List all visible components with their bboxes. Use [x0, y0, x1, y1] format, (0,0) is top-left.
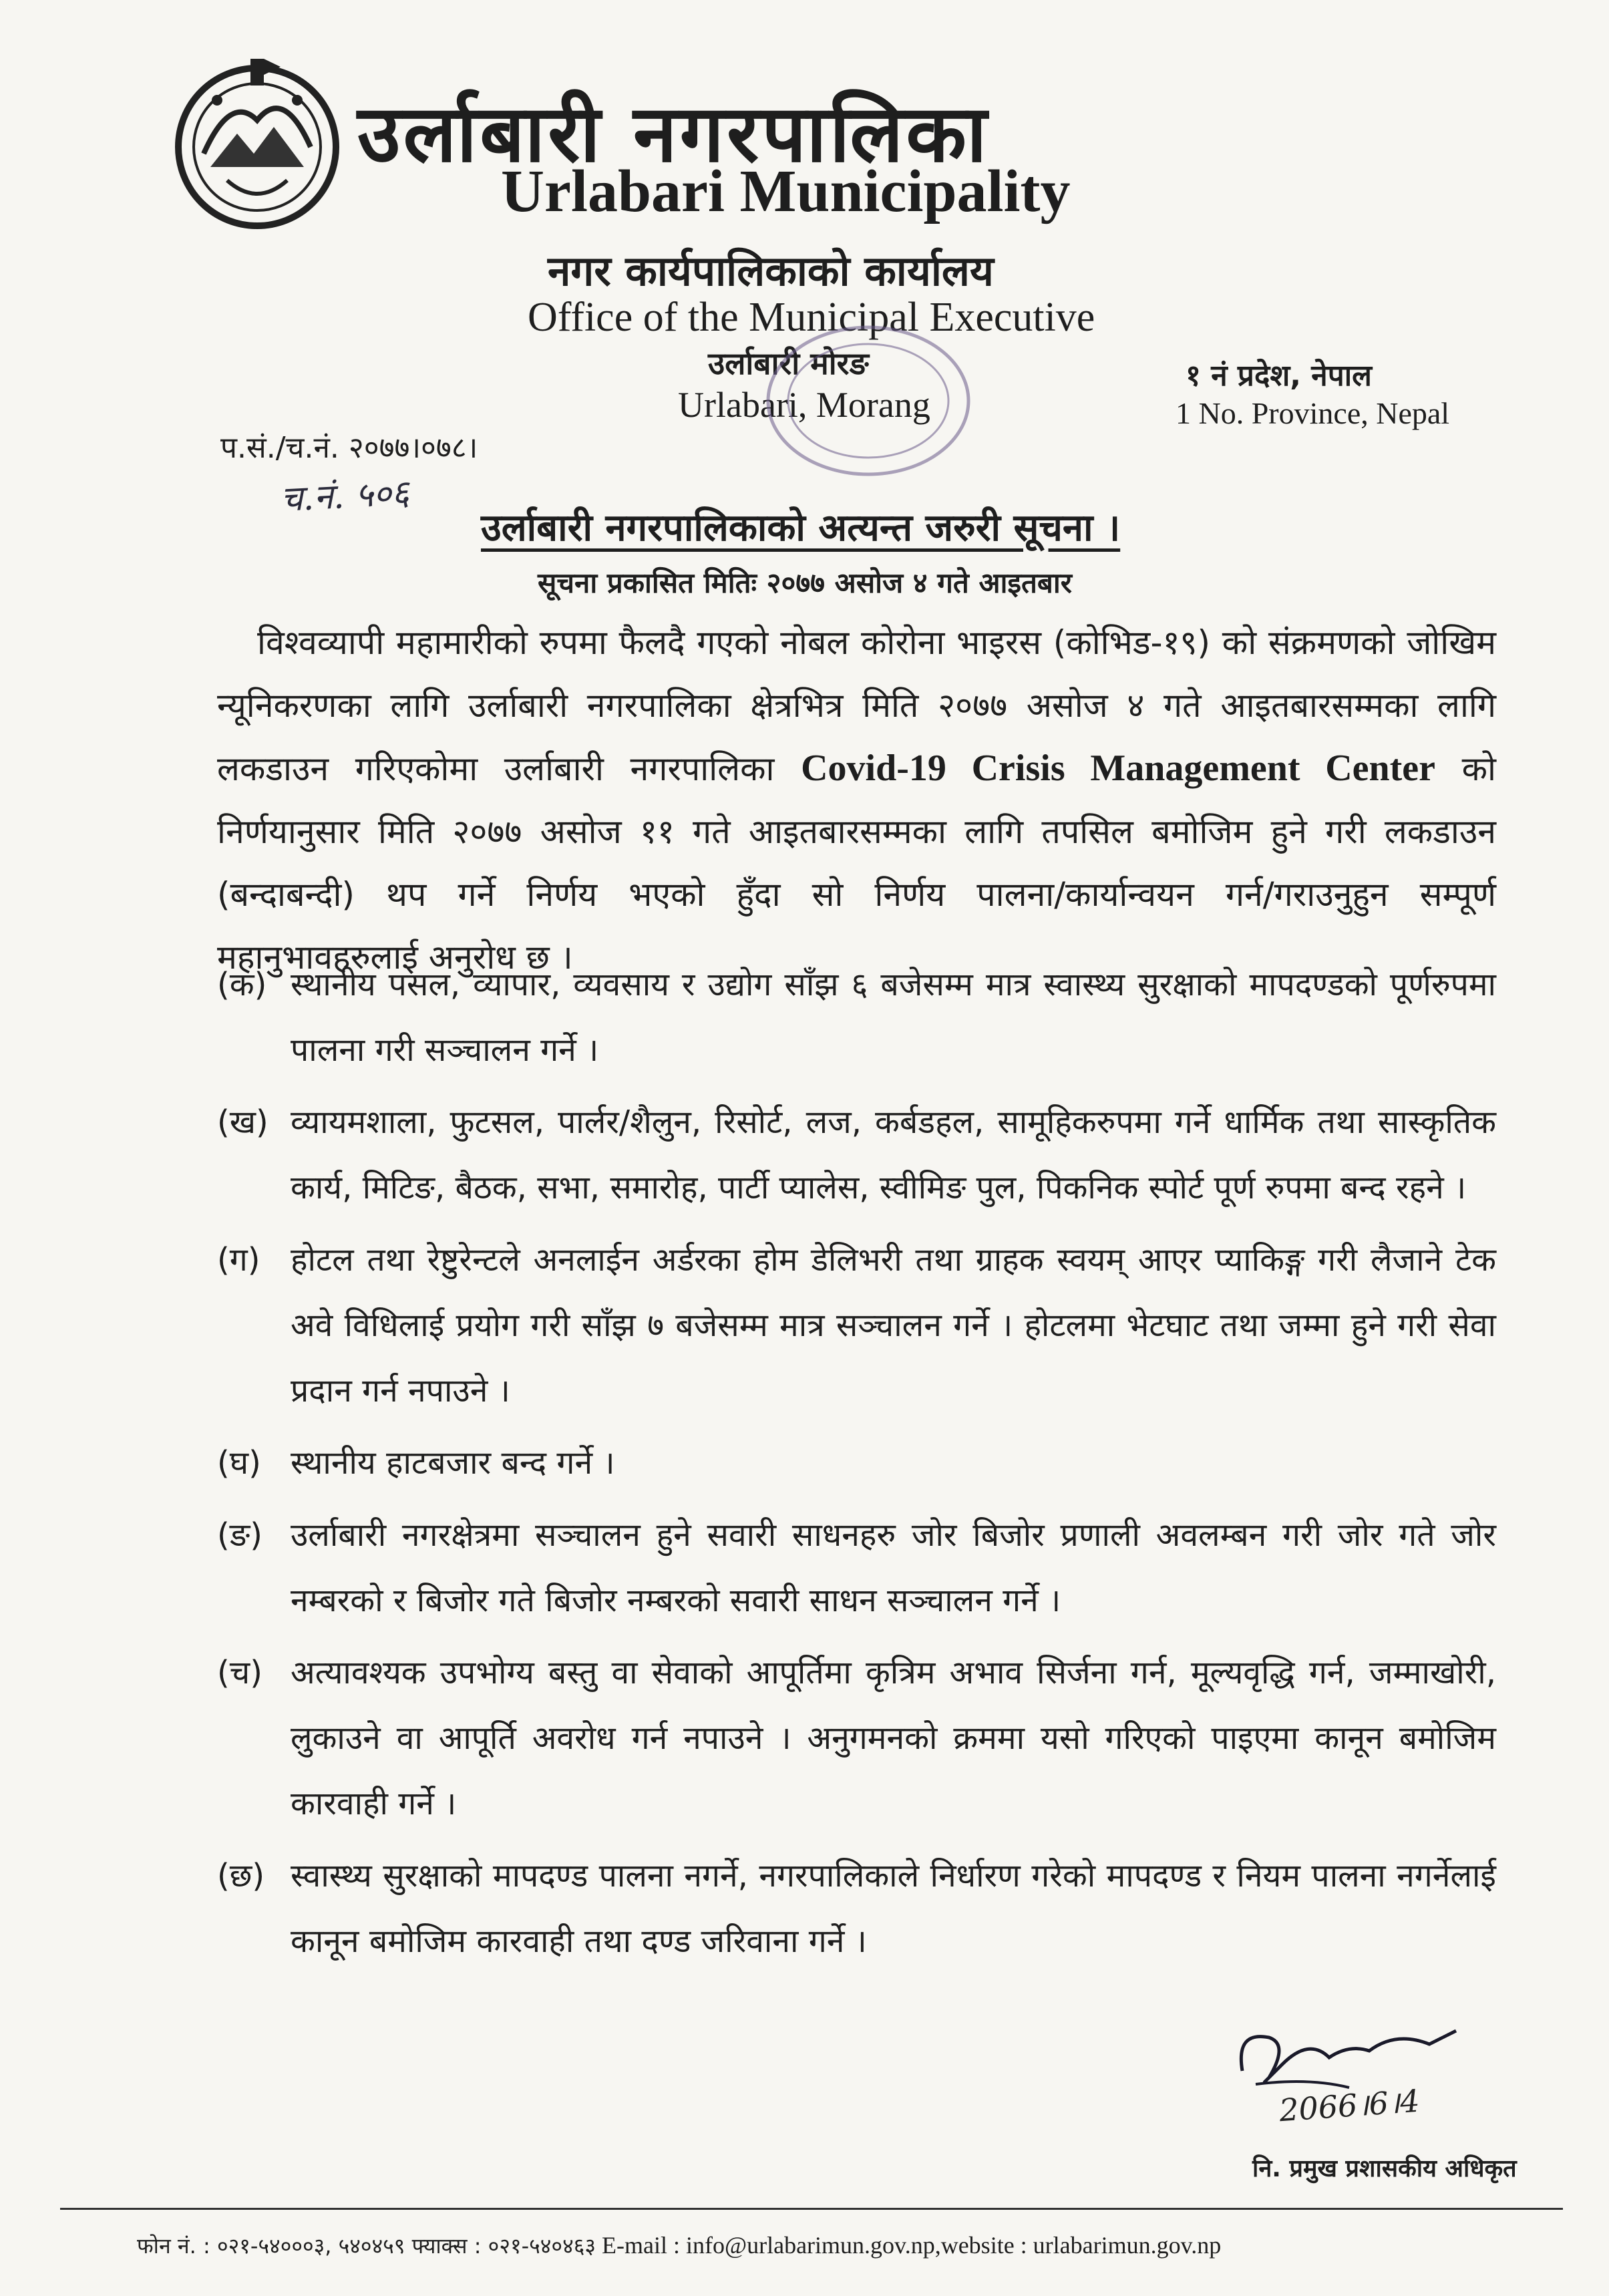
item-mark: (ग) [217, 1241, 260, 1279]
list-item [217, 952, 1496, 1083]
office-english: Office of the Municipal Executive [528, 295, 1095, 340]
item-mark: (घ) [217, 1444, 261, 1482]
place-english: Urlabari, Morang [678, 385, 930, 425]
item-text: होटल तथा रेष्टुरेन्टले अनलाईन अर्डरका होम डेलिभरी तथा ग्राहक स्वयम् आएर प्याकिङ्ग गरी लैजाने टेक अवे विधिलाई प्रयोग गरी साँझ ७ बजेसम्म मात्र सञ्चालन गर्ने । होटलमा भेटघाट तथा जम्मा हुने गरी सेवा प्रदान गर्न नपाउने । [291, 1241, 1496, 1410]
item-mark: (छ) [217, 1857, 265, 1895]
signatory-title: नि. प्रमुख प्रशासकीय अधिकृत [1252, 2155, 1517, 2182]
item-text: स्वास्थ्य सुरक्षाको मापदण्ड पालना नगर्ने, नगरपालिकाले निर्धारण गरेको मापदण्ड र नियम पालना नगर्नेलाई कानून बमोजिम कारवाही तथा दण्ड जरिवाना गर्ने । [291, 1857, 1496, 1960]
province-nepali: १ नं प्रदेश, नेपाल [1186, 359, 1372, 393]
title-english: Urlabari Municipality [501, 158, 1071, 224]
footer-phone: फोन नं. : ०२१-५४०००३, ५४०४५९ फ्याक्स : ०२१-५४०४६३ [137, 2233, 596, 2259]
footer-contact [137, 2231, 1221, 2260]
footer-divider [60, 2208, 1563, 2210]
publish-date: सूचना प्रकासित मितिः २०७७ असोज ४ गते आइतबार [538, 566, 1072, 599]
office-stamp [755, 314, 982, 488]
body-part-2: को निर्णयानुसार मिति २०७७ असोज ११ गते आइतबारसम्मका लागि तपसिल बमोजिम हुने गरी लकडाउन (बन्दाबन्दी) थप गर्ने निर्णय भएको हुँदा सो निर्णय पालना/कार्यान्वयन गर्न/गराउनुहुन सम्पूर्ण महानुभावहरुलाई अनुरोध छ । [217, 750, 1496, 977]
reference-number: प.सं./च.नं. २०७७।०७८। [220, 431, 478, 465]
office-nepali: नगर कार्यपालिकाको कार्यालय [548, 247, 994, 295]
crisis-center-name: Covid-19 Crisis Management Center [801, 748, 1436, 789]
item-mark: (ख) [217, 1104, 269, 1141]
place-nepali: उर्लाबारी मोरङ [708, 345, 869, 381]
item-text: स्थानीय पसल, व्यापार, व्यवसाय र उद्योग साँझ ६ बजेसम्म मात्र स्वास्थ्य सुरक्षाको मापदण्डको पूर्णरुपमा पालना गरी सञ्चालन गर्ने । [291, 966, 1496, 1069]
list-item [217, 1430, 1496, 1496]
body-part-1: विश्वव्यापी महामारीको रुपमा फैलदै गएको नोबल कोरोना भाइरस (कोभिड-१९) को संक्रमणको जोखिम न्यूनिकरणका लागि उर्लाबारी नगरपालिका क्षेत्रभित्र मिति २०७७ असोज ४ गते आइतबारसम्मका लागि लकडाउन गरिएकोमा उर्लाबारी नगरपालिका [217, 623, 1496, 788]
province-english: 1 No. Province, Nepal [1176, 396, 1450, 430]
list-item [217, 1843, 1496, 1974]
title-nepali: उर्लाबारी नगरपालिका [357, 88, 990, 180]
item-text: अत्यावश्यक उपभोग्य बस्तु वा सेवाको आपूर्तिमा कृत्रिम अभाव सिर्जना गर्न, मूल्यवृद्धि गर्न, जम्माखोरी, लुकाउने वा आपूर्ति अवरोध गर्न नपाउने । अनुगमनको क्रममा यसो गरिएको पाइएमा कानून बमोजिम कारवाही गर्ने । [291, 1654, 1496, 1822]
nepal-emblem-logo [164, 47, 351, 234]
handwritten-reference: च.नं. ५०६ [279, 472, 411, 520]
item-text: स्थानीय हाटबजार बन्द गर्ने । [291, 1444, 615, 1482]
list-item [217, 1227, 1496, 1424]
notice-heading: उर्लाबारी नगरपालिकाको अत्यन्त जरुरी सूचना । [481, 506, 1121, 550]
footer-email-website: E-mail : info@urlabarimun.gov.np,website : urlabarimun.gov.np [596, 2232, 1222, 2259]
decision-list [217, 952, 1496, 1981]
list-item [217, 1502, 1496, 1633]
signature-date: 2066।6।4 [1278, 2082, 1421, 2129]
item-mark: (क) [217, 966, 267, 1003]
list-item [217, 1640, 1496, 1836]
item-text: व्यायमशाला, फुटसल, पार्लर/शैलुन, रिसोर्ट, लज, कर्बडहल, सामूहिकरुपमा गर्ने धार्मिक तथा सास्कृतिक कार्य, मिटिङ, बैठक, सभा, समारोह, पार्टी प्यालेस, स्वीमिङ पुल, पिकनिक स्पोर्ट पूर्ण रुपमा बन्द रहने । [291, 1104, 1496, 1206]
item-text: उर्लाबारी नगरक्षेत्रमा सञ्चालन हुने सवारी साधनहरु जोर बिजोर प्रणाली अवलम्बन गरी जोर गते जोर नम्बरको र बिजोर गते बिजोर नम्बरको सवारी साधन सञ्चालन गर्ने । [291, 1516, 1496, 1619]
item-mark: (ङ) [217, 1516, 263, 1554]
item-mark: (च) [217, 1654, 262, 1691]
notice-body [217, 611, 1496, 989]
list-item [217, 1090, 1496, 1220]
